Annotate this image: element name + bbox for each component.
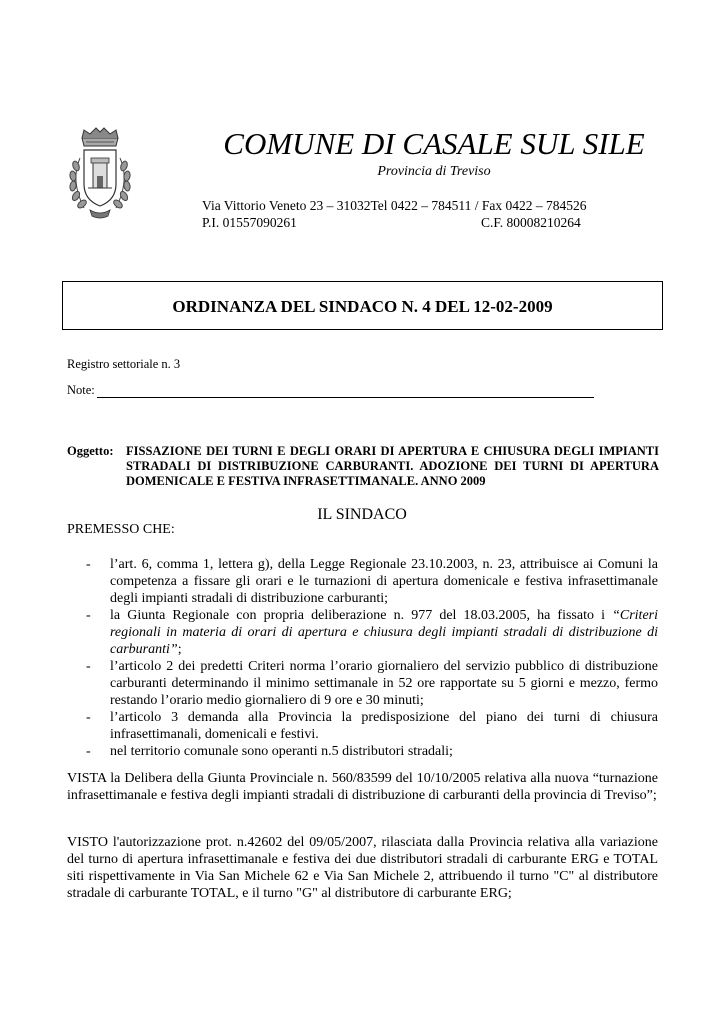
premesso-heading: PREMESSO CHE: bbox=[67, 522, 175, 537]
list-item-text: l’articolo 2 dei predetti Criteri norma l’orario giornaliero del servizio pubblico di distribuzione carburanti determinando il minimo settimanale in 52 ore rapportate su 5 giorni e mezzo, fermo restando l’orario medio giornaliero di 9 ore e 30 minuti; bbox=[110, 659, 658, 708]
municipality-title: COMUNE DI CASALE SUL SILE bbox=[223, 126, 645, 161]
registry-number: Registro settoriale n. 3 bbox=[67, 357, 181, 371]
list-item-text: l’articolo 3 demanda alla Provincia la predisposizione del piano dei turni di chiusura infrasettimanali, domenicali e festivi. bbox=[110, 710, 658, 742]
ordinance-title: ORDINANZA DEL SINDACO N. 4 DEL 12-02-2009 bbox=[172, 297, 553, 316]
contact-address: Via Vittorio Veneto 23 – 31032Tel 0422 – 784511 / Fax 0422 – 784526 bbox=[202, 198, 587, 213]
tax-code: C.F. 80008210264 bbox=[481, 215, 581, 230]
premises-list bbox=[86, 556, 658, 760]
list-item bbox=[86, 607, 658, 658]
il-sindaco-heading: IL SINDACO bbox=[317, 506, 407, 523]
bullet-dash: - bbox=[86, 744, 91, 759]
list-item bbox=[86, 658, 658, 709]
vista-paragraph: VISTA la Delibera della Giunta Provinciale n. 560/83599 del 10/10/2005 relativa alla nuova “turnazione infrasettimanale e festiva degli impianti stradali di distribuzione di carburanti della provincia di Treviso”; bbox=[67, 771, 658, 803]
list-item bbox=[86, 709, 658, 743]
bullet-dash: - bbox=[86, 659, 91, 674]
list-item-text bbox=[110, 607, 658, 658]
bullet-dash: - bbox=[86, 710, 91, 725]
list-item-text: nel territorio comunale sono operanti n.5 distributori stradali; bbox=[110, 744, 453, 759]
note-label: Note: bbox=[67, 383, 95, 397]
subject-label: Oggetto: bbox=[67, 444, 114, 458]
list-item-text-italic: “Criteri regionali in materia di orari di apertura e chiusura degli impianti stradali di distribuzione di carburanti” bbox=[110, 608, 658, 657]
list-item-text: l’art. 6, comma 1, lettera g), della Legge Regionale 23.10.2003, n. 23, attribuisce ai Comuni la competenza a fissare gli orari e le turnazioni di apertura domenicale e festiva infrasettimanale degli impianti stradali di distribuzione carburanti; bbox=[110, 557, 658, 606]
list-item bbox=[86, 556, 658, 607]
list-item-text-end: ; bbox=[177, 642, 182, 657]
subject-text: FISSAZIONE DEI TURNI E DEGLI ORARI DI APERTURA E CHIUSURA DEGLI IMPIANTI STRADALI DI DISTRIBUZIONE CARBURANTI. ADOZIONE DEI TURNI DI APERTURA DOMENICALE E FESTIVA INFRASETTIMANALE. ANNO 2009 bbox=[126, 444, 659, 488]
visto-paragraph: VISTO l'autorizzazione prot. n.42602 del 09/05/2007, rilasciata dalla Provincia relativa alla variazione del turno di apertura infrasettimanale e festiva dei due distributori stradali di carburante ERG e TOTAL siti rispettivamente in Via San Michele 62 e Via San Michele 2, attribuendo il turno "C" al distributore stradale di carburante TOTAL, e il turno "G" al distributore di carburante ERG; bbox=[67, 835, 658, 901]
list-item bbox=[86, 743, 658, 760]
province-subtitle: Provincia di Treviso bbox=[377, 164, 491, 179]
note-underline bbox=[97, 397, 594, 398]
vat-number: P.I. 01557090261 bbox=[202, 215, 297, 230]
bullet-dash: - bbox=[86, 557, 91, 572]
bullet-dash: - bbox=[86, 608, 91, 623]
list-item-text-plain: la Giunta Regionale con propria deliberazione n. 977 del 18.03.2005, ha fissato i bbox=[110, 608, 613, 623]
